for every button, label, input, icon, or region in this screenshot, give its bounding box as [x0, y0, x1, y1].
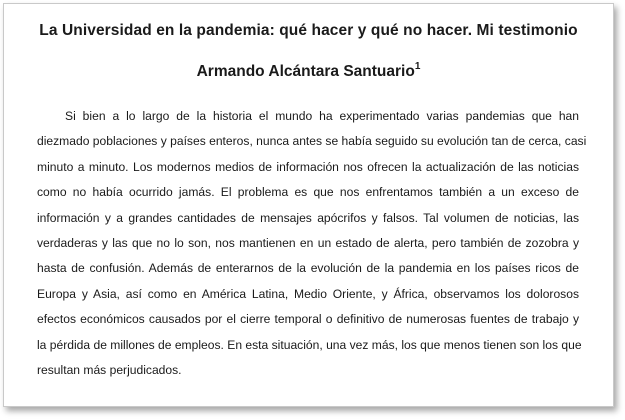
- author-line: [4, 63, 613, 81]
- document-page: [3, 3, 614, 407]
- footnote-mark: 1: [414, 61, 421, 72]
- paragraph-line: la pérdida de millones de empleos. En esta situación, una vez más, los que menos tienen son los que: [37, 337, 582, 352]
- paragraph-line: efectos económicos causados por el cierre temporal o definitivo de numerosas fuentes de trabajo y: [37, 312, 579, 327]
- paragraph-line: resultan más perjudicados.: [37, 362, 182, 377]
- body-paragraph: [37, 104, 587, 383]
- paragraph-line: diezmado poblaciones y países enteros, nunca antes se había seguido su evolución tan de cerca, casi: [37, 134, 587, 149]
- paragraph-line: minuto a minuto. Los modernos medios de información nos ofrecen la actualización de las noticias: [37, 159, 579, 174]
- document-title: La Universidad en la pandemia: qué hacer y qué no hacer. Mi testimonio: [39, 22, 578, 39]
- paragraph-line: Europa y Asia, así como en América Latina, Medio Oriente, y África, observamos los dolorosos: [37, 286, 579, 301]
- paragraph-line: hasta de confusión. Además de enterarnos de la evolución de la pandemia en los países ricos de: [37, 261, 579, 276]
- paragraph-line: como no había ocurrido jamás. El problema es que nos enfrentamos también a un exceso de: [37, 185, 579, 200]
- paragraph-line: información y a grandes cantidades de mensajes apócrifos y falsos. Tal volumen de noticias, las: [37, 210, 579, 225]
- paragraph-line: Si bien a lo largo de la historia el mundo ha experimentado varias pandemias que han: [65, 109, 579, 123]
- author-name: Armando Alcántara Santuario: [196, 63, 415, 80]
- paragraph-line: verdaderas y las que no lo son, nos mantienen en un estado de alerta, pero también de zozobra y: [37, 235, 579, 250]
